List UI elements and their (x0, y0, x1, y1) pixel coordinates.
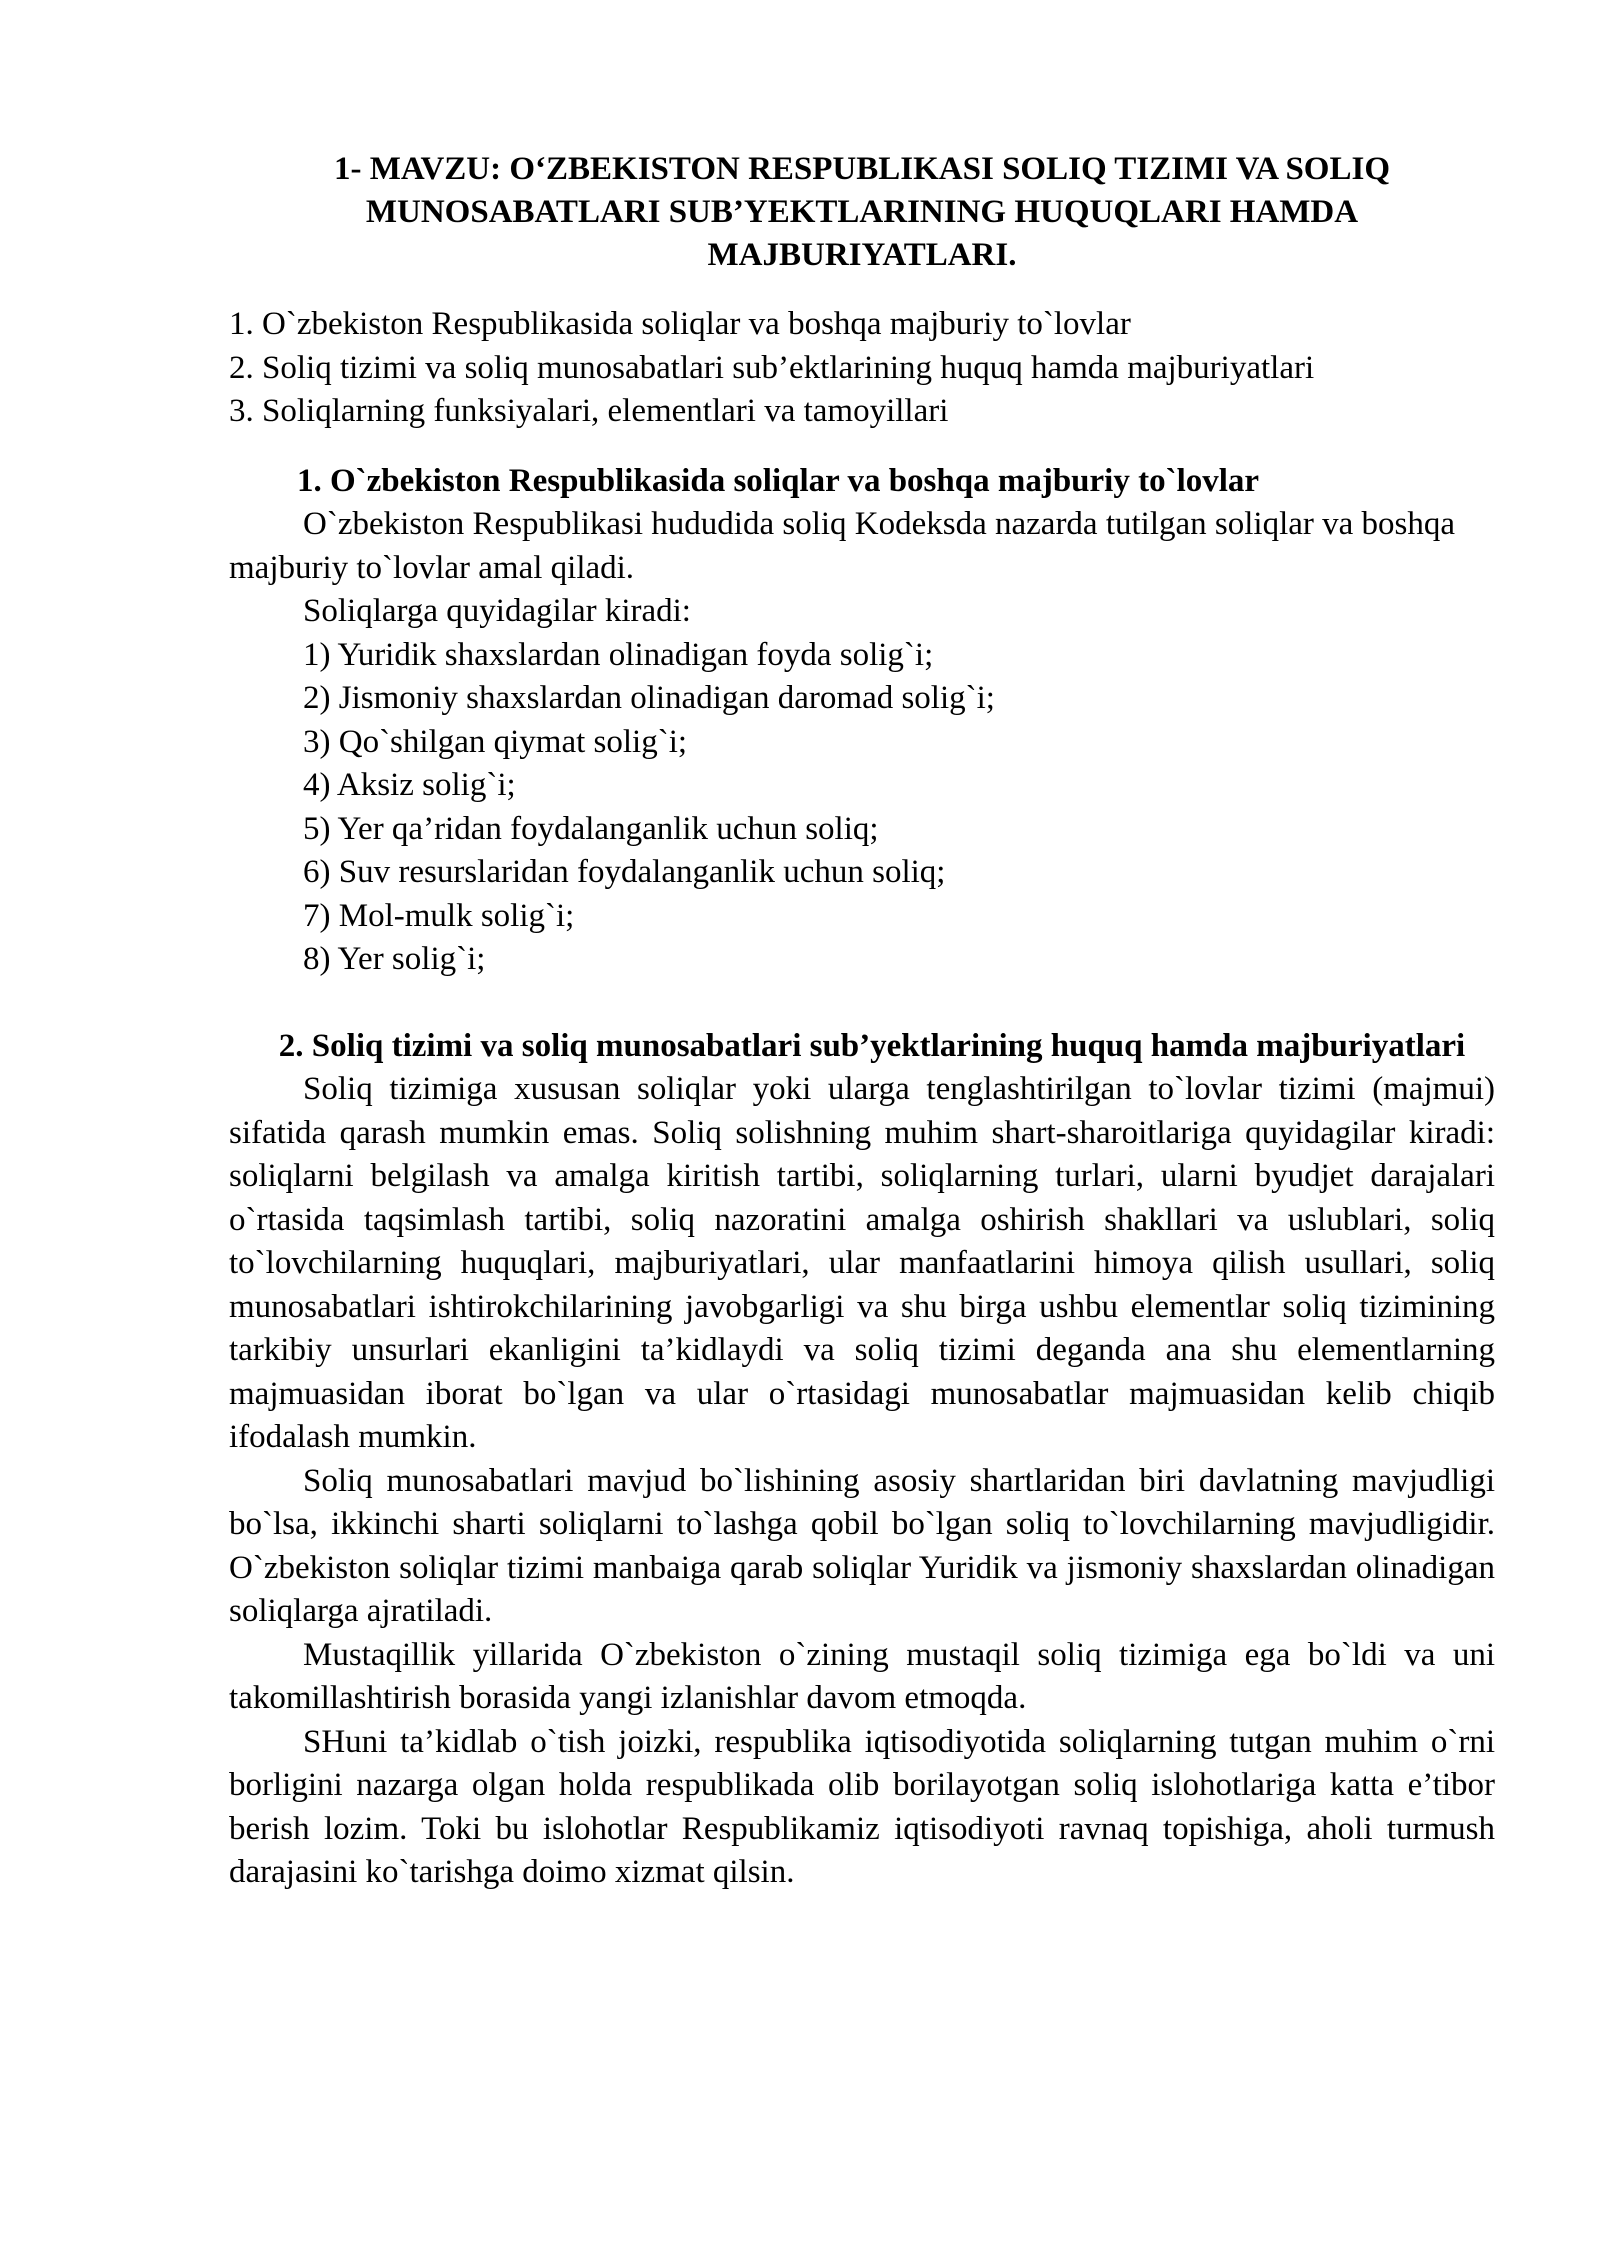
toc-item-3: 3. Soliqlarning funksiyalari, elementlari va tamoyillari (229, 393, 949, 429)
list-item: 2) Jismoniy shaxslardan olinadigan daromad solig`i; (303, 680, 995, 716)
document-title: 1- MAVZU: O‘ZBEKISTON RESPUBLIKASI SOLIQ TIZIMI VA SOLIQ MUNOSABATLARI SUB’YEKTLARINING HUQUQLARI HAMDA MAJBURIYATLARI. (333, 151, 1391, 273)
list-item: 1) Yuridik shaxslardan olinadigan foyda solig`i; (303, 636, 934, 673)
list-item: 3) Qo`shilgan qiymat solig`i; (303, 723, 688, 760)
list-item: 5) Yer qa’ridan foydalanganlik uchun soliq; (303, 810, 879, 847)
list-item: 8) Yer solig`i; (303, 941, 486, 977)
section-2-paragraph: Soliq tizimiga xususan soliqlar yoki ularga tenglashtirilgan to`lovlar tizimi (majmui) sifatida qarash mumkin emas. Soliq solishning muhim shart-sharoitlariga quyidagilar kiradi: soliqlarni belgilash va amalga kiritish tartibi, soliqlarning turlari, ularni byudjet darajalari o`rtasida taqsimlash tartibi, soliq nazoratini amalga oshirish shakllari va uslublari, soliq to`lovchilarning huquqlari, majburiyatlari, ular manfaatlarini himoya qilish usullari, soliq munosabatlari ishtirokchilarining javobgarligi va shu birga ushbu elementlar soliq tizimining tarkibiy unsurlari ekanligini ta’kidlaydi va soliq tizimi deganda ana shu elementlarning majmuasidan iborat bo`lgan va ular o`rtasidagi munosabatlar majmuasidan kelib chiqib ifodalash mumkin. (229, 1071, 1495, 1455)
section-2-heading: 2. Soliq tizimi va soliq munosabatlari sub’yektlarining huquq hamda majburiyatlari (278, 1027, 1466, 1064)
section-1-heading: 1. O`zbekiston Respublikasida soliqlar va boshqa majburiy to`lovlar (297, 462, 1260, 499)
list-item: 7) Mol-mulk solig`i; (303, 897, 575, 934)
section-2-paragraph: SHuni ta’kidlab o`tish joizki, respublika iqtisodiyotida soliqlarning tutgan muhim o`rni borligini nazarga olgan holda respublikada olib borilayotgan soliq islohotlariga katta e’tibor berish lozim. Toki bu islohotlar Respublikamiz iqtisodiyoti ravnaq topishiga, aholi turmush darajasini ko`tarishga doimo xizmat qilsin. (229, 1723, 1495, 1890)
section-1-intro: O`zbekiston Respublikasi hududida soliq Kodeksda nazarda tutilgan soliqlar va boshqa majburiy to`lovlar amal qiladi. (229, 506, 1456, 586)
section-2-paragraph: Soliq munosabatlari mavjud bo`lishining asosiy shartlaridan biri davlatning mavjudligi bo`lsa, ikkinchi sharti soliqlarni to`lashga qobil bo`lgan soliq to`lovchilarning mavjudligidir. O`zbekiston soliqlar tizimi manbaiga qarab soliqlar Yuridik va jismoniy shaxslardan olinadigan soliqlarga ajratiladi. (229, 1462, 1495, 1629)
toc-item-2: 2. Soliq tizimi va soliq munosabatlari sub’ektlarining huquq hamda majburiyatlari (229, 349, 1315, 386)
document-page (229, 148, 1495, 1895)
tax-list-intro: Soliqlarga quyidagilar kiradi: (303, 593, 691, 629)
list-item: 6) Suv resurslaridan foydalanganlik uchun soliq; (303, 854, 946, 890)
section-2-paragraph: Mustaqillik yillarida O`zbekiston o`zining mustaqil soliq tizimiga ega bo`ldi va uni takomillashtirish borasida yangi izlanishlar davom etmoqda. (229, 1636, 1495, 1716)
toc-item-1: 1. O`zbekiston Respublikasida soliqlar va boshqa majburiy to`lovlar (229, 306, 1131, 342)
list-item: 4) Aksiz solig`i; (303, 767, 516, 803)
table-of-contents (229, 303, 1495, 434)
tax-list (229, 634, 1495, 982)
